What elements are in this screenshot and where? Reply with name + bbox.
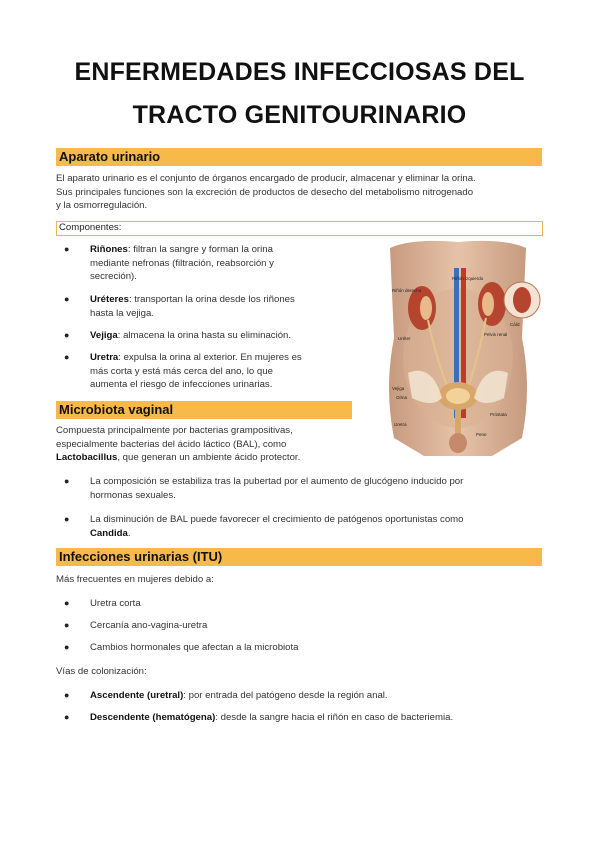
component-text: : expulsa la orina al exterior. En mujeres es (118, 352, 302, 363)
route-item (90, 689, 544, 703)
component-text: más corta y está más cerca del ano, lo que (90, 365, 273, 377)
route-term: Descendente (hematógena) (90, 712, 216, 723)
component-text: : transportan la orina desde los riñones (128, 294, 295, 305)
bullet-dot: ● (64, 690, 70, 700)
component-term: Riñones (90, 244, 128, 255)
section-heading-aparato-urinario (56, 148, 542, 166)
intro-line: , que generan un ambiente ácido protector. (117, 452, 301, 463)
bullet-text: . (127, 527, 131, 539)
section-heading-text: Microbiota vaginal (59, 402, 174, 417)
intro-term: Lactobacillus (56, 452, 118, 463)
bullet-dot: ● (64, 620, 70, 630)
bullet-dot: ● (64, 330, 70, 340)
bullet-dot: ● (64, 642, 70, 652)
figure-label: Orina (396, 395, 408, 400)
figure-label: Riñón derecho (392, 288, 422, 293)
cause-item: Cercanía ano-vagina-uretra (90, 620, 208, 631)
component-term: Vejiga (90, 330, 118, 341)
section-heading-text: Infecciones urinarias (ITU) (59, 549, 223, 564)
bullet-dot: ● (64, 476, 70, 486)
route-text: : desde la sangre hacia el riñón en caso de bacteriemia. (215, 712, 454, 723)
component-text: aumenta el riesgo de infecciones urinarias. (90, 379, 273, 390)
intro-line: El aparato urinario es el conjunto de órganos encargado de producir, almacenar y eliminar la orina. (56, 173, 476, 184)
section-heading-microbiota-vaginal (56, 401, 352, 419)
components-label: Componentes: (59, 222, 122, 233)
intro-line: y la osmorregulación. (56, 200, 148, 211)
intro-line: especialmente bacterias del ácido láctico (BAL), como (56, 438, 287, 450)
bullet-dot: ● (64, 514, 70, 524)
bullet-dot: ● (64, 598, 70, 608)
section-heading-text: Aparato urinario (59, 149, 161, 164)
figure-label: Uretra (394, 422, 407, 427)
component-text: secreción). (90, 271, 137, 282)
bullet-text: hormonas sexuales. (90, 489, 176, 501)
bullet-text: La disminución de BAL puede favorecer el crecimiento de patógenos oportunistas como (90, 514, 464, 525)
component-text: hasta la vejiga. (90, 307, 154, 319)
component-term: Uretra (90, 352, 119, 363)
figure-label: Vejiga (392, 386, 405, 391)
figure-label: Pene (476, 432, 487, 437)
section3-intro: Más frecuentes en mujeres debido a: (56, 574, 214, 585)
component-ureteres (90, 293, 340, 320)
figure-label: Cáliz (510, 322, 521, 327)
routes-label: Vías de colonización: (56, 666, 147, 677)
component-text: mediante nefronas (filtración, reabsorción y (90, 257, 274, 269)
cause-item: Uretra corta (90, 598, 141, 609)
route-text: : por entrada del patógeno desde la región anal. (183, 690, 388, 701)
cause-item: Cambios hormonales que afectan a la microbiota (90, 642, 299, 653)
component-uretra (90, 351, 340, 392)
route-item (90, 711, 544, 725)
urinary-system-illustration (372, 238, 544, 456)
route-term: Ascendente (uretral) (90, 690, 184, 701)
bullet-text: La composición se estabiliza tras la pubertad por el aumento de glucógeno inducido por (90, 476, 464, 487)
microbiota-bullet (90, 475, 544, 502)
component-term: Uréteres (90, 294, 129, 305)
intro-line: Sus principales funciones son la excreción de productos de desecho del metabolismo nitrogenado (56, 186, 474, 198)
bullet-dot: ● (64, 244, 70, 254)
bullet-dot: ● (64, 712, 70, 722)
component-text: : almacena la orina hasta su eliminación. (117, 330, 292, 341)
figure-label: Riñón izquierdo (452, 276, 484, 281)
microbiota-bullet (90, 513, 544, 540)
component-rinones (90, 243, 340, 284)
intro-line: Compuesta principalmente por bacterias grampositivas, (56, 425, 293, 436)
section-heading-infecciones-urinarias (56, 548, 542, 566)
figure-label: Uréter (398, 336, 411, 341)
section2-intro (56, 424, 346, 465)
bullet-dot: ● (64, 294, 70, 304)
bullet-term: Candida (90, 527, 128, 539)
document-title-line1: ENFERMEDADES INFECCIOSAS DEL (74, 58, 525, 86)
bullet-dot: ● (64, 352, 70, 362)
component-vejiga (90, 329, 350, 343)
document-title-line2: TRACTO GENITOURINARIO (132, 101, 467, 129)
component-text: : filtran la sangre y forman la orina (127, 244, 273, 255)
figure-label: Pelvis renal (484, 332, 508, 337)
components-label-box (56, 221, 543, 236)
figure-label: Próstata (490, 412, 507, 417)
section1-intro (56, 172, 544, 213)
